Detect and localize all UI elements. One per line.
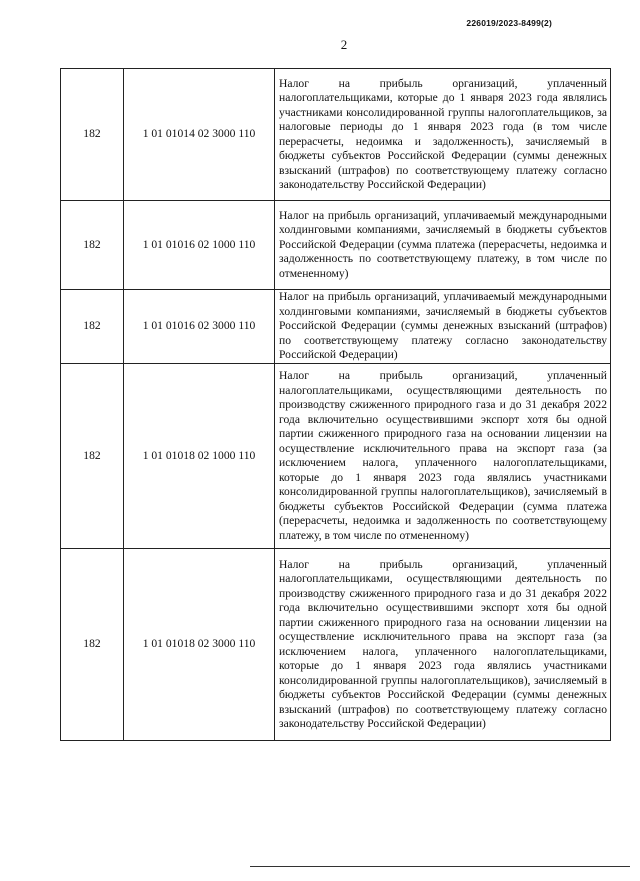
kbk-code-cell: 1 01 01016 02 1000 110 [124,201,275,290]
description-cell: Налог на прибыль организаций, уплаченный налогоплательщиками, осуществляющими деятельность по производству сжиженного природного газа и до 31 декабря 2022 года включительно осуществившими экспорт хотя бы одной партии сжиженного природного газа на основании лицензии на осуществление исключительного права на экспорт газа (за исключением налога, уплаченного налогоплательщиками, которые до 1 января 2023 года являлись участниками консолидированной группы налогоплательщиков), зачисляемый в бюджеты субъектов Российской Федерации (суммы денежных взысканий (штрафов) по соответствующему платежу согласно законодательству Российской Федерации) [275,549,611,741]
footer-divider [250,866,630,867]
table-row [61,69,611,201]
admin-code-cell: 182 [61,290,124,364]
admin-code-cell: 182 [61,201,124,290]
description-cell: Налог на прибыль организаций, уплачиваемый международными холдинговыми компаниями, зачисляемый в бюджеты субъектов Российской Федерации (сумма платежа (перерасчеты, недоимка и задолженность по соответствующему платежу, в том числе по отмененному) [275,201,611,290]
kbk-code-cell: 1 01 01016 02 3000 110 [124,290,275,364]
kbk-code-cell: 1 01 01018 02 3000 110 [124,549,275,741]
page-number: 2 [340,37,348,52]
document-id: 226019/2023-8499(2) [466,18,552,28]
description-cell: Налог на прибыль организаций, уплачиваемый международными холдинговыми компаниями, зачисляемый в бюджеты субъектов Российской Федерации (суммы денежных взысканий (штрафов) по соответствующему платежу согласно законодательству Российской Федерации) [275,290,611,364]
description-cell: Налог на прибыль организаций, уплаченный налогоплательщиками, осуществляющими деятельность по производству сжиженного природного газа и до 31 декабря 2022 года включительно осуществившими экспорт хотя бы одной партии сжиженного природного газа на основании лицензии на осуществление исключительного права на экспорт газа (за исключением налога, уплаченного налогоплательщиками, которые до 1 января 2023 года являлись участниками консолидированной группы налогоплательщиков), зачисляемый в бюджеты субъектов Российской Федерации (сумма платежа (перерасчеты, недоимка и задолженность по соответствующему платежу, в том числе по отмененному) [275,364,611,549]
admin-code-cell: 182 [61,549,124,741]
budget-classification-table [60,68,611,741]
table-row [61,364,611,549]
table-row [61,201,611,290]
description-cell: Налог на прибыль организаций, уплаченный налогоплательщиками, которые до 1 января 2023 года являлись участниками консолидированной группы налогоплательщиков, за налоговые периоды до 1 января 2023 года (в том числе перерасчеты, недоимка и задолженность), зачисляемый в бюджеты субъектов Российской Федерации (суммы денежных взысканий (штрафов) по соответствующему платежу согласно законодательству Российской Федерации) [275,69,611,201]
table-row [61,290,611,364]
admin-code-cell: 182 [61,364,124,549]
admin-code-cell: 182 [61,69,124,201]
kbk-code-cell: 1 01 01014 02 3000 110 [124,69,275,201]
table-row [61,549,611,741]
kbk-code-cell: 1 01 01018 02 1000 110 [124,364,275,549]
